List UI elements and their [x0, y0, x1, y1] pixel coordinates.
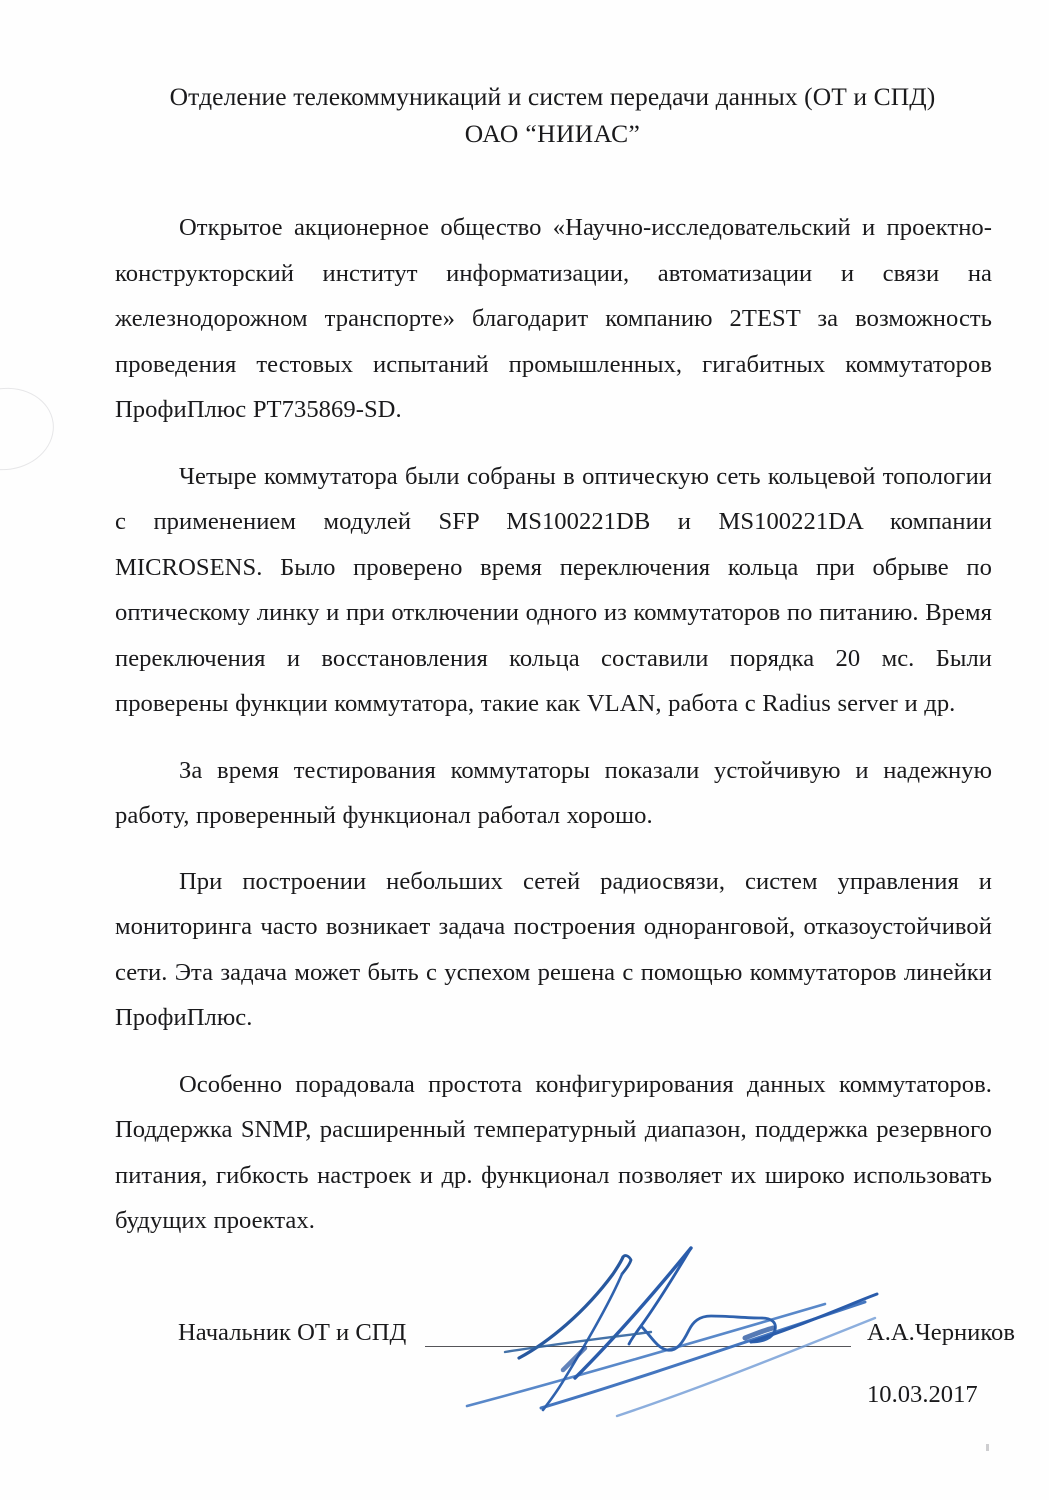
letterhead-line-1: Отделение телекоммуникаций и систем передачи данных (ОТ и СПД) [169, 82, 936, 111]
signatory-name: А.А.Черников [867, 1319, 1015, 1346]
signature-block [115, 1316, 1015, 1436]
scan-speck [986, 1444, 989, 1451]
letterhead [115, 78, 990, 152]
signature-date: 10.03.2017 [867, 1381, 978, 1408]
letterhead-line-2: ОАО “НИИАС” [464, 119, 641, 148]
body-paragraph-1: Открытое акционерное общество «Научно-исследовательский и проектно-конструкторский институт информатизации, автоматизации и связи на железнодорожном транспорте» благодарит компанию 2TEST за возможность проведения тестовых испытаний промышленных, гигабитных коммутаторов ПрофиПлюс PT735869-SD. [115, 214, 992, 423]
body-paragraph-3: За время тестирования коммутаторы показали устойчивую и надежную работу, проверенный функционал работал хорошо. [115, 756, 992, 829]
signature-role-label: Начальник ОТ и СПД [178, 1319, 407, 1346]
signature-rule [425, 1346, 851, 1347]
body-paragraph-4: При построении небольших сетей радиосвязи, систем управления и мониторинга часто возникает задача построения одноранговой, отказоустойчивой сети. Эта задача может быть с успехом решена с помощью коммутаторов линейки ПрофиПлюс. [115, 867, 992, 1031]
letter-body [115, 205, 992, 1244]
body-paragraph-5: Особенно порадовала простота конфигурирования данных коммутаторов. Поддержка SNMP, расширенный температурный диапазон, поддержка резервного питания, гибкость настроек и др. функционал позволяет их широко использовать будущих проектах. [115, 1070, 992, 1234]
body-paragraph-2: Четыре коммутатора были собраны в оптическую сеть кольцевой топологии с применением модулей SFP MS100221DB и MS100221DA компании MICROSENS. Было проверено время переключения кольца при обрыве по оптическому линку и при отключении одного из коммутаторов по питанию. Время переключения и восстановления кольца составили порядка 20 мс. Были проверены функции коммутатора, такие как VLAN, работа с Radius server и др. [115, 462, 992, 717]
handwritten-signature-icon [445, 1230, 915, 1420]
scan-artifact [0, 382, 59, 477]
